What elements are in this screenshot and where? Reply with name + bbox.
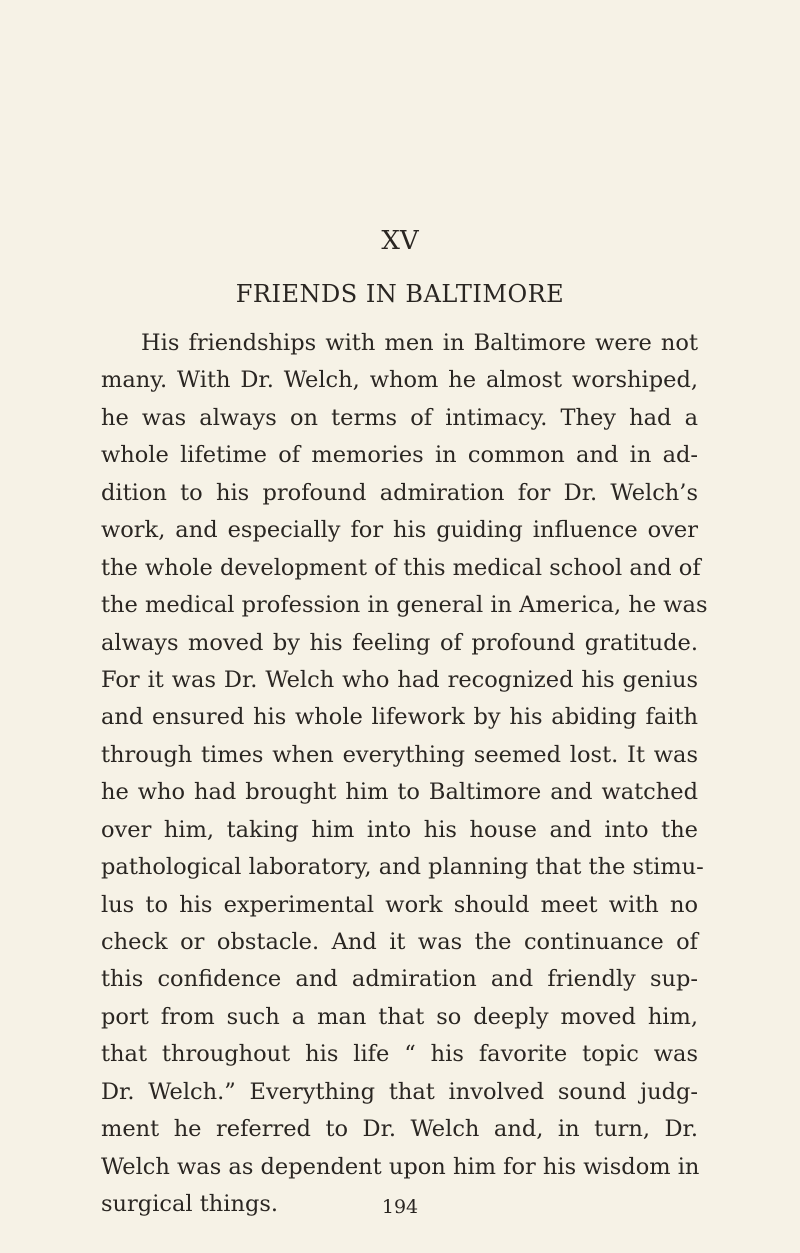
chapter-number: XV xyxy=(381,226,419,256)
text-line: work, and especially for his guiding influence over xyxy=(101,517,698,544)
text-line: the whole development of this medical school and of xyxy=(101,554,701,581)
text-line: this confidence and admiration and friendly sup- xyxy=(101,966,698,993)
text-line: dition to his profound admiration for Dr. Welch’s xyxy=(101,479,698,506)
text-line: His friendships with men in Baltimore were not xyxy=(141,330,698,356)
text-line: ment he referred to Dr. Welch and, in turn, Dr. xyxy=(101,1116,698,1143)
text-line: check or obstacle. And it was the continuance of xyxy=(101,929,698,955)
text-line: surgical things. xyxy=(101,1191,279,1218)
text-line: that throughout his life “ his favorite topic was xyxy=(101,1041,698,1068)
text-line: lus to his experimental work should meet with no xyxy=(101,891,698,918)
page-number: 194 xyxy=(381,1196,419,1218)
text-line: he who had brought him to Baltimore and watched xyxy=(101,779,698,806)
text-line: he was always on terms of intimacy. They had a xyxy=(101,404,698,431)
text-line: Welch was as dependent upon him for his wisdom in xyxy=(101,1153,700,1180)
text-line: For it was Dr. Welch who had recognized his genius xyxy=(101,666,698,693)
text-line: many. With Dr. Welch, whom he almost worshiped, xyxy=(101,367,698,394)
text-line: whole lifetime of memories in common and in ad- xyxy=(101,442,698,469)
text-line: port from such a man that so deeply moved him, xyxy=(101,1003,698,1030)
chapter-title: FRIENDS IN BALTIMORE xyxy=(235,280,565,308)
text-line: and ensured his whole lifework by his abiding faith xyxy=(101,704,698,731)
body-text xyxy=(101,325,708,1224)
text-line: Dr. Welch.” Everything that involved sound judg- xyxy=(101,1078,698,1105)
text-line: over him, taking him into his house and into the xyxy=(101,816,698,843)
text-line: through times when everything seemed lost. It was xyxy=(101,741,698,768)
text-line: always moved by his feeling of profound gratitude. xyxy=(101,629,698,656)
text-line: pathological laboratory, and planning that the stimu- xyxy=(101,854,704,881)
text-line: the medical profession in general in America, he was xyxy=(101,592,708,619)
